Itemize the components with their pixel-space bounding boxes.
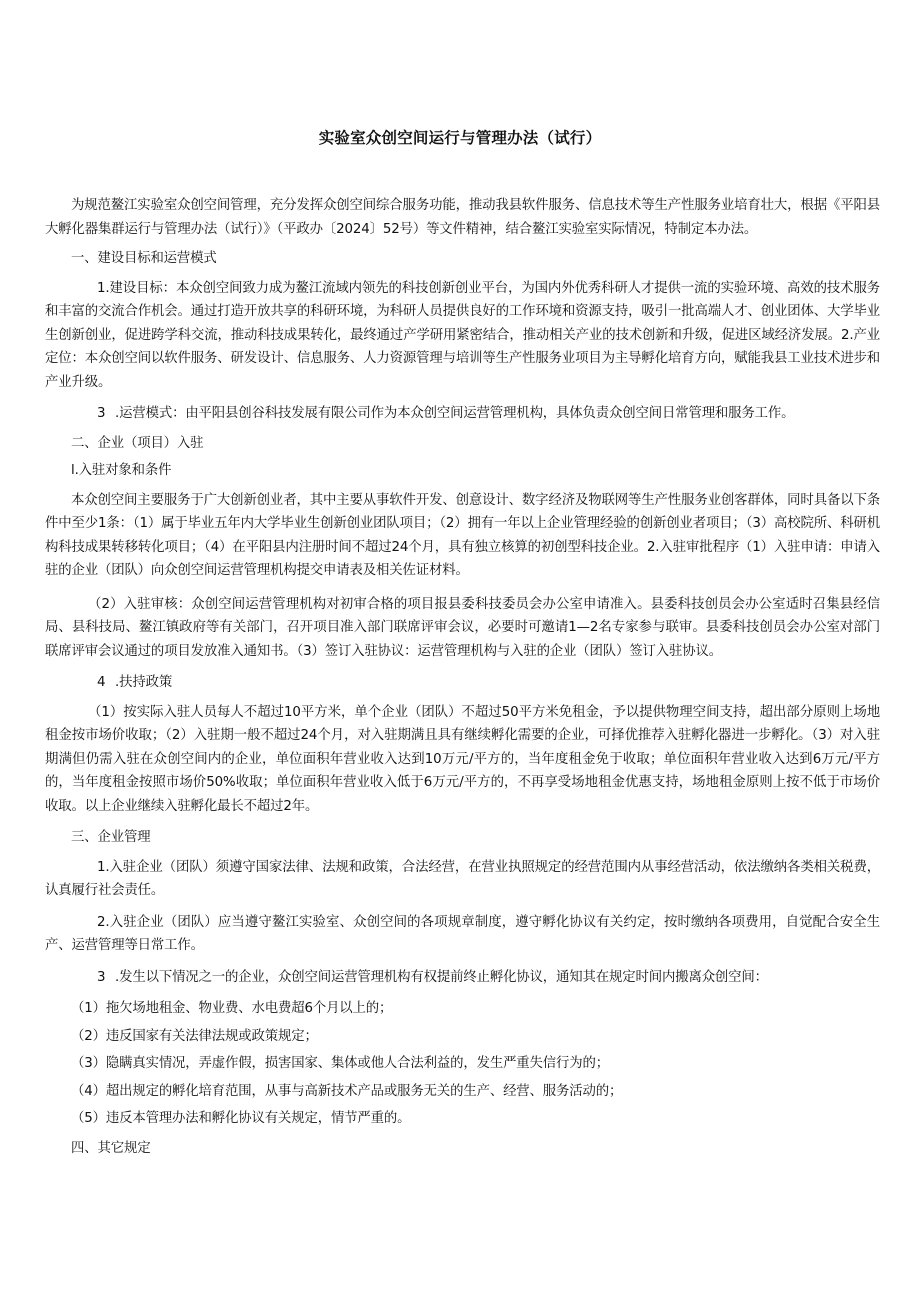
section1-item-3 bbox=[45, 402, 880, 426]
item-number: 1 bbox=[97, 280, 106, 296]
section3-item-2 bbox=[45, 911, 880, 958]
section2-subheading-1: l.入驻对象和条件 bbox=[71, 463, 172, 478]
section2-paragraph-1: 本众创空间主要服务于广大创新创业者，其中主要从事软件开发、创意设计、数字经济及物联网等生产性服务业创客群体，同时具备以下条件中至少1条：（1）属于毕业五年内大学毕业生创新创业团队项目；（2）拥有一年以上企业管理经验的创新创业者项目；（3）高校院所、科研机构科技成果转移转化项目；（4）在平阳县内注册时间不超过24个月，具有独立核算的初创型科技企业。2.入驻审批程序（1）入驻申请：申请入驻的企业（团队）向众创空间运营管理机构提交申请表及相关佐证材料。 bbox=[45, 492, 880, 578]
section2-paragraph-2: （2）入驻审核：众创空间运营管理机构对初审合格的项目报县委科技委员会办公室申请准入。县委科技创员会办公室适时召集县经信局、县科技局、鳌江镇政府等有关部门，召开项目准入部门联席评审会议，必要时可邀请1—2名专家参与联审。县委科技创员会办公室对部门联席评审会议通过的项目发放准入通知书。（3）签订入驻协议：运营管理机构与入驻的企业（团队）签订入驻协议。 bbox=[45, 596, 880, 659]
item-number: 2 bbox=[97, 914, 106, 930]
section-heading-4: 四、其它规定 bbox=[71, 1140, 151, 1156]
item-number: 4 bbox=[97, 675, 106, 690]
section3-item-1 bbox=[45, 856, 880, 903]
item-text: .入驻企业（团队）应当遵守鳌江实验室、众创空间的各项规章制度，遵守孵化协议有关约定，按时缴纳各项费用，自觉配合安全生产、运营管理等日常工作。 bbox=[45, 914, 880, 953]
item-text: .入驻企业（团队）须遵守国家法律、法规和政策，合法经营，在营业执照规定的经营范围内从事经营活动，依法缴纳各类相关税费，认真履行社会责任。 bbox=[45, 859, 880, 898]
section2-item-4 bbox=[45, 671, 880, 695]
list-item: （4）超出规定的孵化培育范围，从事与高新技术产品或服务无关的生产、经营、服务活动的； bbox=[71, 1083, 623, 1099]
item-number: 3 bbox=[97, 969, 106, 985]
section3-item-3 bbox=[45, 966, 880, 990]
section-heading-1: 一、建设目标和运营模式 bbox=[71, 251, 217, 266]
section1-item-1 bbox=[45, 277, 880, 395]
section-heading-3: 三、企业管理 bbox=[71, 830, 151, 845]
item-text: .运营模式：由平阳县创谷科技发展有限公司作为本众创空间运营管理机构，具体负责众创空间日常管理和服务工作。 bbox=[115, 406, 795, 421]
item-text: .发生以下情况之一的企业，众创空间运营管理机构有权提前终止孵化协议，通知其在规定时间内搬离众创空间： bbox=[115, 969, 768, 985]
item-number: 1 bbox=[97, 859, 106, 875]
item-text: .扶持政策 bbox=[115, 675, 173, 690]
list-item: （2）违反国家有关法律法规或政策规定； bbox=[71, 1028, 318, 1044]
intro-paragraph: 为规范鳌江实验室众创空间管理，充分发挥众创空间综合服务功能，推动我县软件服务、信息技术等生产性服务业培育壮大，根据《平阳县大孵化器集群运行与管理办法（试行）》（平政办〔2024〕52号）等文件精神，结合鳌江实验室实际情况，特制定本办法。 bbox=[45, 198, 880, 237]
list-item: （5）违反本管理办法和孵化协议有关规定，情节严重的。 bbox=[71, 1111, 411, 1126]
section2-paragraph-3: （1）按实际入驻人员每人不超过10平方米，单个企业（团队）不超过50平方米免租金，予以提供物理空间支持，超出部分原则上场地租金按市场价收取；（2）入驻期一般不超过24个月，对入驻期满且具有继续孵化需要的企业，可择优推荐入驻孵化器进一步孵化。（3）对入驻期满但仍需入驻在众创空间内的企业，单位面积年营业收入达到10万元/平方的，当年度租金免于收取；单位面积年营业收入达到6万元/平方的，当年度租金按照市场价50%收取；单位面积年营业收入低于6万元/平方的，不再享受场地租金优惠支持，场地租金原则上按不低于市场价收取。以上企业继续入驻孵化最长不超过2年。 bbox=[45, 704, 880, 814]
document-body bbox=[45, 194, 880, 1160]
list-item: （3）隐瞒真实情况，弄虚作假，损害国家、集体或他人合法利益的，发生严重失信行为的； bbox=[71, 1056, 609, 1071]
section-heading-2: 二、企业（项目）入驻 bbox=[71, 435, 204, 451]
item-number: 3 bbox=[97, 406, 106, 421]
document-title: 实验室众创空间运行与管理办法（试行） bbox=[318, 129, 602, 147]
list-item: （1）拖欠场地租金、物业费、水电费超6个月以上的； bbox=[71, 1001, 393, 1016]
item-text: .建设目标：本众创空间致力成为鳌江流域内领先的科技创新创业平台，为国内外优秀科研人才提供一流的实验环境、高效的技术服务和丰富的交流合作机会。通过打造开放共享的科研环境，为科研人员提供良好的工作环境和资源支持，吸引一批高端人才、创业团体、大学毕业生创新创业，促进跨学科交流，推动科技成果转化，最终通过产学研用紧密结合，推动相关产业的技术创新和升级，促进区域经济发展。2.产业定位：本众创空间以软件服务、研发设计、信息服务、人力资源管理与培训等生产性服务业项目为主导孵化培育方向，赋能我县工业技术进步和产业升级。 bbox=[45, 280, 880, 390]
